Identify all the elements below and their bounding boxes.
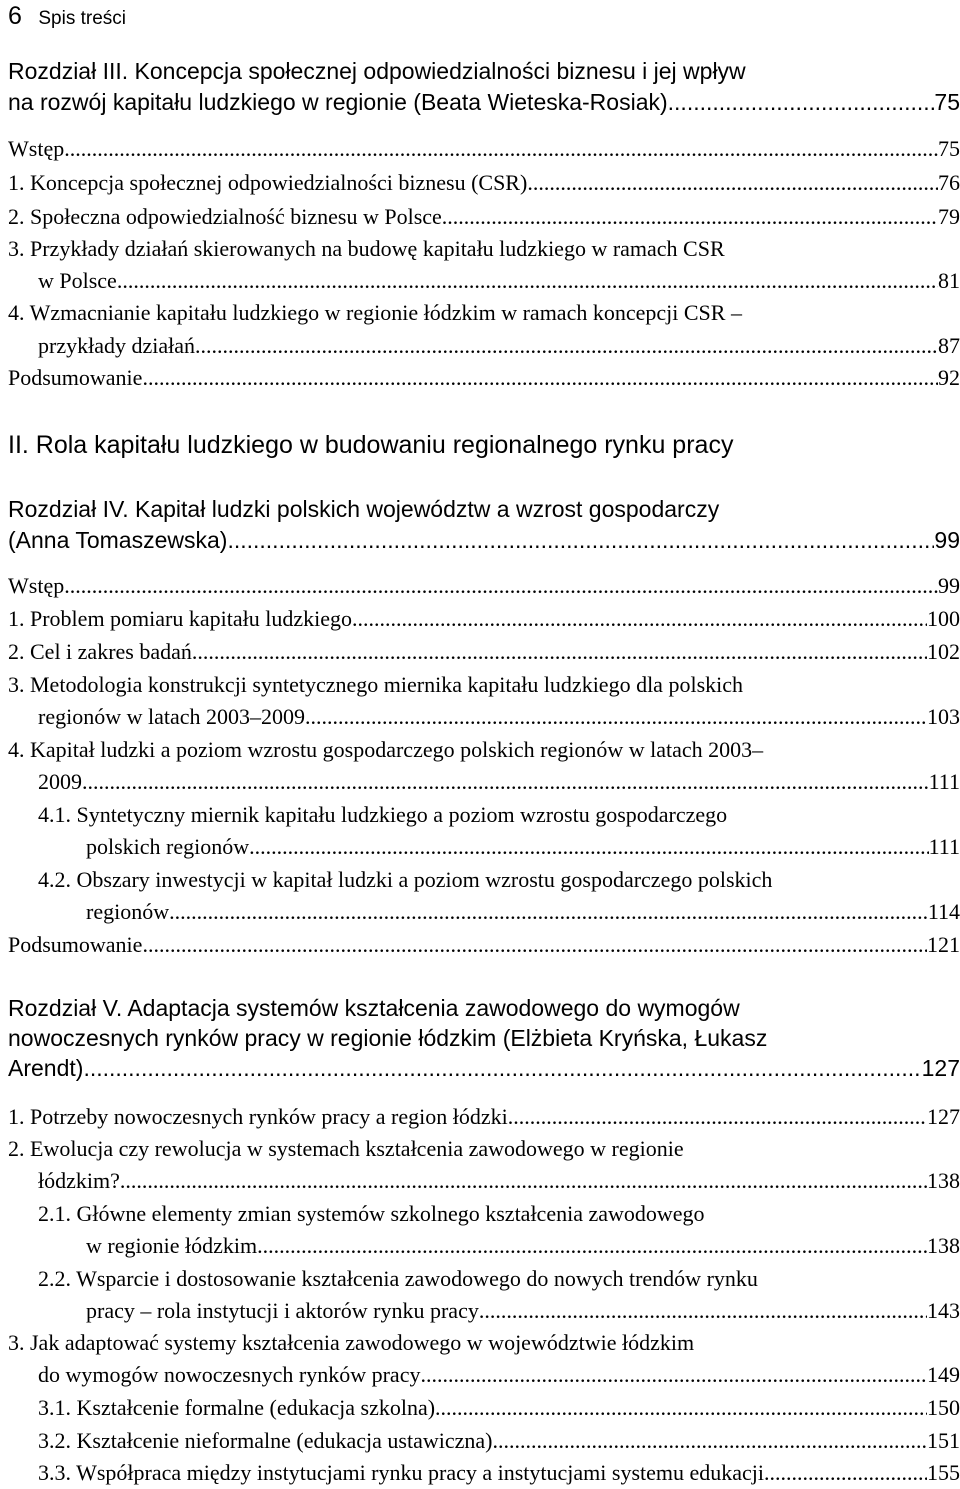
toc-entry-line1: 3. Metodologia konstrukcji syntetycznego miernika kapitału ludzkiego dla polskich (8, 672, 744, 697)
toc-entry: 2009 ..... 111 (38, 769, 960, 795)
toc-entry: Wstęp ..... 75 (8, 136, 960, 162)
toc-entry-line1: 2. Ewolucja czy rewolucja w systemach kształcenia zawodowego w regionie (8, 1136, 684, 1161)
chapter-5-title-line3: Arendt) (8, 1055, 84, 1081)
toc-entry: do wymogów nowoczesnych rynków pracy ..... 149 (38, 1362, 960, 1388)
toc-subentry: w regionie łódzkim ..... 138 (86, 1233, 960, 1259)
toc-entry: Podsumowanie ..... 92 (8, 365, 960, 391)
toc-subentry: pracy – rola instytucji i aktorów rynku pracy ..... 143 (86, 1298, 960, 1324)
toc-entry: 2. Cel i zakres badań ..... 102 (8, 639, 960, 665)
chapter-5-title-row (8, 1055, 960, 1082)
toc-subentry-line1: 4.1. Syntetyczny miernik kapitału ludzkiego a poziom wzrostu gospodarczego (38, 802, 728, 827)
toc-entry: w Polsce ..... 81 (38, 268, 960, 294)
chapter-3-title-line2: na rozwój kapitału ludzkiego w regionie (Beata Wieteska-Rosiak) (8, 89, 668, 115)
chapter-5-page: 127 (921, 1055, 960, 1081)
chapter-4-title-line1: Rozdział IV. Kapitał ludzki polskich województw a wzrost gospodarczy (8, 496, 720, 522)
toc-entry: 1. Potrzeby nowoczesnych rynków pracy a region łódzki ..... 127 (8, 1104, 960, 1130)
toc-subentry-line1: 4.2. Obszary inwestycji w kapitał ludzki a poziom wzrostu gospodarczego polskich (38, 867, 773, 892)
toc-subentry-line1: 2.1. Główne elementy zmian systemów szkolnego kształcenia zawodowego (38, 1201, 705, 1226)
chapter-3-page: 75 (934, 89, 960, 115)
toc-subentry-line1: 2.2. Wsparcie i dostosowanie kształcenia zawodowego do nowych trendów rynku (38, 1266, 758, 1291)
toc-entry: Podsumowanie ..... 121 (8, 932, 960, 958)
running-title: Spis treści (38, 8, 126, 29)
chapter-5-title-line1: Rozdział V. Adaptacja systemów kształcenia zawodowego do wymogów (8, 995, 740, 1021)
toc-subentry: 3.2. Kształcenie nieformalne (edukacja ustawiczna) ..... 151 (38, 1428, 960, 1454)
toc-entry: Wstęp ..... 99 (8, 573, 960, 599)
toc-entry: 2. Społeczna odpowiedzialność biznesu w Polsce ..... 79 (8, 204, 960, 230)
toc-entry: regionów w latach 2003–2009 ..... 103 (38, 704, 960, 730)
toc-subentry: 3.1. Kształcenie formalne (edukacja szkolna) ..... 150 (38, 1395, 960, 1421)
page-number: 6 (8, 2, 22, 30)
toc-subentry: regionów ..... 114 (86, 899, 960, 925)
chapter-4-title-line2: (Anna Tomaszewska) (8, 527, 228, 553)
chapter-3-title-row (8, 89, 960, 116)
chapter-5-title-line2: nowoczesnych rynków pracy w regionie łódzkim (Elżbieta Kryńska, Łukasz (8, 1025, 768, 1051)
chapter-3-title-line1: Rozdział III. Koncepcja społecznej odpowiedzialności biznesu i jej wpływ (8, 58, 746, 84)
toc-entry-line1: 3. Jak adaptować systemy kształcenia zawodowego w województwie łódzkim (8, 1330, 695, 1355)
chapter-4-title-row (8, 527, 960, 554)
toc-subentry: 3.3. Współpraca między instytucjami rynku pracy a instytucjami systemu edukacji ..... 155 (38, 1460, 960, 1486)
chapter-4-page: 99 (934, 527, 960, 553)
toc-entry: przykłady działań ..... 87 (38, 333, 960, 359)
toc-entry: 1. Problem pomiaru kapitału ludzkiego ..... 100 (8, 606, 960, 632)
toc-entry-line1: 3. Przykłady działań skierowanych na budowę kapitału ludzkiego w ramach CSR (8, 236, 725, 261)
toc-entry: łódzkim? ..... 138 (38, 1168, 960, 1194)
toc-entry-line1: 4. Kapitał ludzki a poziom wzrostu gospodarczego polskich regionów w latach 2003– (8, 737, 764, 762)
page-header (8, 2, 126, 31)
toc-entry: 1. Koncepcja społecznej odpowiedzialności biznesu (CSR) ..... 76 (8, 170, 960, 196)
toc-entry-line1: 4. Wzmacnianie kapitału ludzkiego w regionie łódzkim w ramach koncepcji CSR – (8, 300, 742, 325)
toc-subentry: polskich regionów ..... 111 (86, 834, 960, 860)
part-2-title: II. Rola kapitału ludzkiego w budowaniu regionalnego rynku pracy (8, 431, 734, 459)
